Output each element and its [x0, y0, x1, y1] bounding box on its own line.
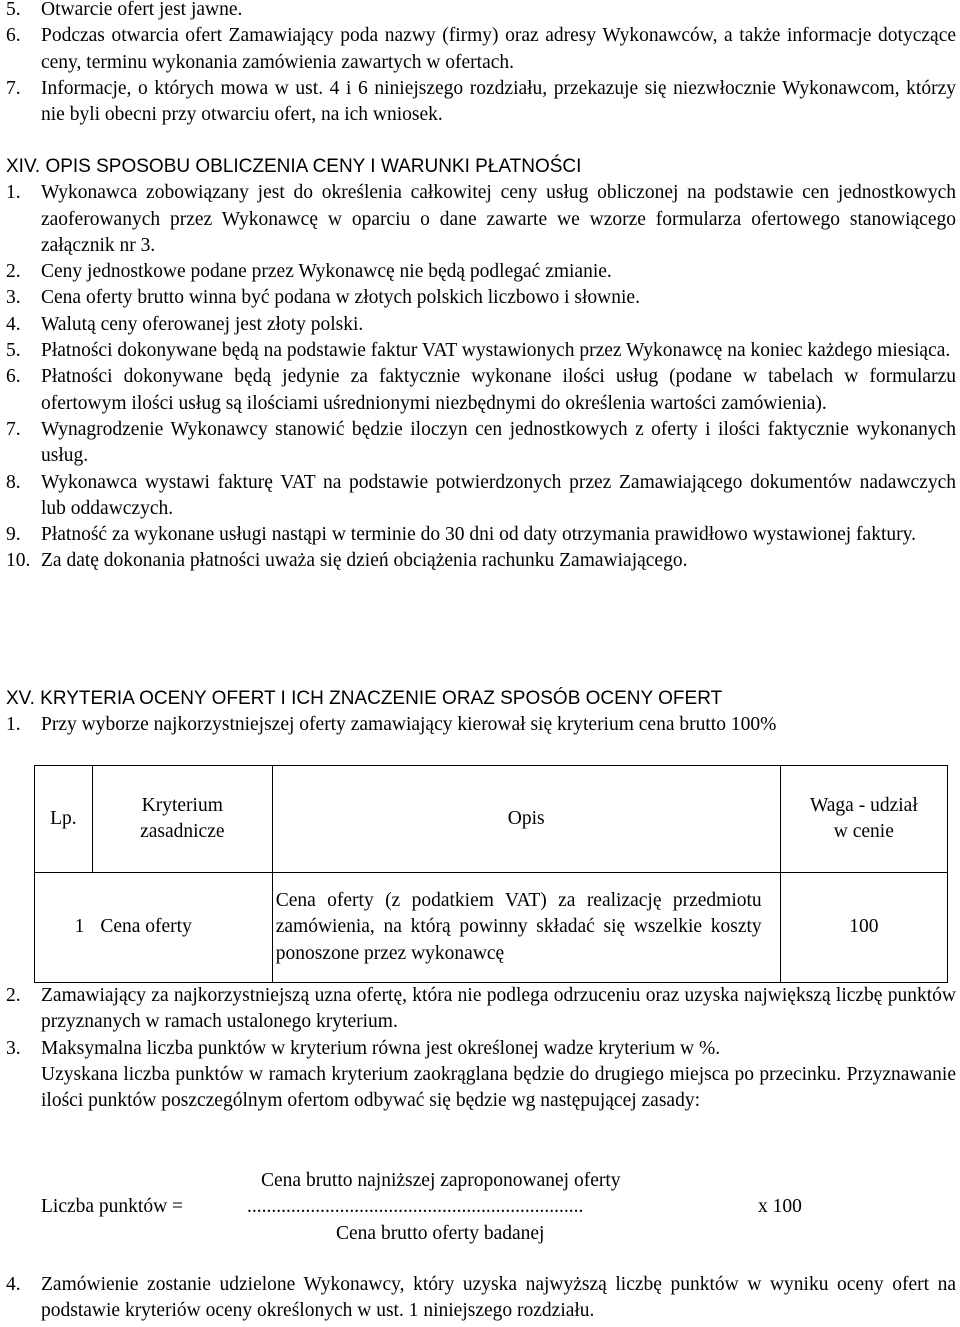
item-text: Wynagrodzenie Wykonawcy stanowić będzie iloczyn cen jednostkowych z oferty i ilości faktycznie wykonanych usług. — [41, 418, 956, 467]
list-item — [0, 0, 960, 23]
list-item — [0, 470, 960, 523]
item-number: 2. — [6, 261, 21, 283]
formula-denominator: Cena brutto oferty badanej — [336, 1223, 545, 1244]
top-items — [0, 0, 960, 128]
item-number: 2. — [6, 985, 21, 1006]
list-item — [0, 417, 960, 470]
list-item — [0, 338, 960, 364]
formula-multiplier: x 100 — [758, 1196, 802, 1217]
list-item — [0, 1272, 960, 1325]
list-item — [0, 23, 960, 76]
item-text: Zamówienie zostanie udzielone Wykonawcy, który uzyska najwyższą liczbę punktów w wyniku oceny ofert na podstawie kryteriów oceny określonych w ust. 1 niniejszego rozdziału. — [41, 1274, 956, 1322]
formula-numerator: Cena brutto najniższej zaproponowanej oferty — [261, 1170, 621, 1191]
section-xv-intro — [0, 686, 960, 739]
cell-lp: 1 — [35, 873, 93, 983]
list-item — [0, 259, 960, 285]
formula-lhs: Liczba punktów = — [41, 1196, 184, 1217]
cell-description: Cena oferty (z podatkiem VAT) za realizację przedmiotu zamówienia, na którą powinny składać się wszelkie koszty ponoszone przez wykonawcę — [272, 873, 780, 983]
table-row — [35, 873, 948, 983]
scoring-formula — [0, 1168, 960, 1248]
item-number: 7. — [6, 418, 21, 440]
item-text: Wykonawca wystawi fakturę VAT na podstawie potwierdzonych przez Zamawiającego dokumentów nadawczych lub oddawczych. — [41, 471, 956, 519]
list-item — [0, 548, 960, 574]
section-xv-final — [0, 1272, 960, 1325]
header-description: Opis — [272, 766, 780, 873]
item-number: 9. — [6, 524, 21, 546]
list-item — [0, 712, 960, 738]
item-number: 3. — [6, 287, 21, 309]
list-item — [0, 364, 960, 417]
item-number: 8. — [6, 471, 21, 493]
item-number: 4. — [6, 313, 21, 335]
item-number: 6. — [6, 366, 21, 388]
header-lp: Lp. — [35, 766, 93, 873]
item-text: Podczas otwarcia ofert Zamawiający poda nazwy (firmy) oraz adresy Wykonawców, a także informacje dotyczące ceny, terminu wykonania zamówienia zawartych w ofertach. — [41, 25, 956, 73]
item-text: Ceny jednostkowe podane przez Wykonawcę nie będą podlegać zmianie. — [41, 261, 612, 283]
section-heading: XIV. OPIS SPOSOBU OBLICZENIA CENY I WARUNKI PŁATNOŚCI — [6, 156, 582, 177]
list-item — [0, 1036, 960, 1062]
item-number: 1. — [6, 182, 21, 204]
list-item — [0, 285, 960, 311]
section-xiv — [0, 154, 960, 575]
section-heading: XV. KRYTERIA OCENY OFERT I ICH ZNACZENIE ORAZ SPOSÓB OCENY OFERT — [6, 688, 723, 709]
item-text: Wykonawca zobowiązany jest do określenia całkowitej ceny usług obliczonej na podstawie cen jednostkowych zaoferowanych przez Wykonawcę w oparciu o dane zawarte we wzorze formularza ofertowego stanowiącego załącznik nr 3. — [41, 182, 956, 256]
item-text: Otwarcie ofert jest jawne. — [41, 0, 243, 20]
section-xv-rules — [0, 983, 960, 1114]
item-number: 5. — [6, 0, 21, 20]
item-number: 3. — [6, 1037, 21, 1059]
item-text: Płatność za wykonane usługi nastąpi w terminie do 30 dni od daty otrzymania prawidłowo wystawionej faktury. — [41, 524, 916, 546]
cell-weight: 100 — [780, 873, 947, 983]
list-item — [0, 76, 960, 129]
cell-criterion: Cena oferty — [92, 873, 272, 983]
table-header-row — [35, 766, 948, 873]
item-number: 10. — [6, 550, 31, 572]
item-number: 5. — [6, 340, 21, 362]
list-item — [0, 522, 960, 548]
item-text: Informacje, o których mowa w ust. 4 i 6 niniejszego rozdziału, przekazuje się niezwłocznie Wykonawcom, którzy nie byli obecni przy otwarciu ofert, na ich wniosek. — [41, 77, 956, 126]
item-text: Za datę dokonania płatności uważa się dzień obciążenia rachunku Zamawiającego. — [41, 550, 688, 572]
list-item — [0, 312, 960, 338]
item-text: Maksymalna liczba punktów w kryterium równa jest określonej wadze kryterium w %. — [41, 1037, 721, 1059]
list-item — [0, 180, 960, 259]
header-criterion: Kryterium zasadnicze — [92, 766, 272, 873]
item-text: Płatności dokonywane będą na podstawie faktur VAT wystawionych przez Wykonawcę na koniec każdego miesiąca. — [41, 340, 951, 362]
item-text: Cena oferty brutto winna być podana w złotych polskich liczbowo i słownie. — [41, 287, 640, 309]
list-item — [0, 983, 960, 1036]
item-number: 7. — [6, 77, 21, 99]
item-text: Zamawiający za najkorzystniejszą uzna ofertę, która nie podlega odrzuceniu oraz uzyska największą liczbę punktów przyznanych w ramach ustalonego kryterium. — [41, 985, 956, 1033]
formula-fraction-line: ..................................................................... — [247, 1196, 584, 1217]
criteria-table — [34, 765, 948, 983]
item-number: 4. — [6, 1274, 21, 1295]
item-text: Przy wyborze najkorzystniejszej oferty zamawiający kierował się kryterium cena brutto 100% — [41, 714, 777, 736]
header-weight: Waga - udział w cenie — [780, 766, 947, 873]
item-text: Płatności dokonywane będą jedynie za faktycznie wykonane ilości usług (podane w tabelach w formularzu ofertowym ilości usług są ilościami uśrednionymi niezbędnymi do określenia wartości zamówienia). — [41, 366, 956, 414]
item-number: 1. — [6, 714, 21, 736]
item-number: 6. — [6, 25, 21, 47]
item-text: Walutą ceny oferowanej jest złoty polski. — [41, 313, 364, 335]
item-continuation: Uzyskana liczba punktów w ramach kryterium zaokrąglana będzie do drugiego miejsca po przecinku. Przyznawanie ilości punktów poszczególnym ofertom odbywać się będzie wg następującej zasady: — [41, 1063, 956, 1112]
